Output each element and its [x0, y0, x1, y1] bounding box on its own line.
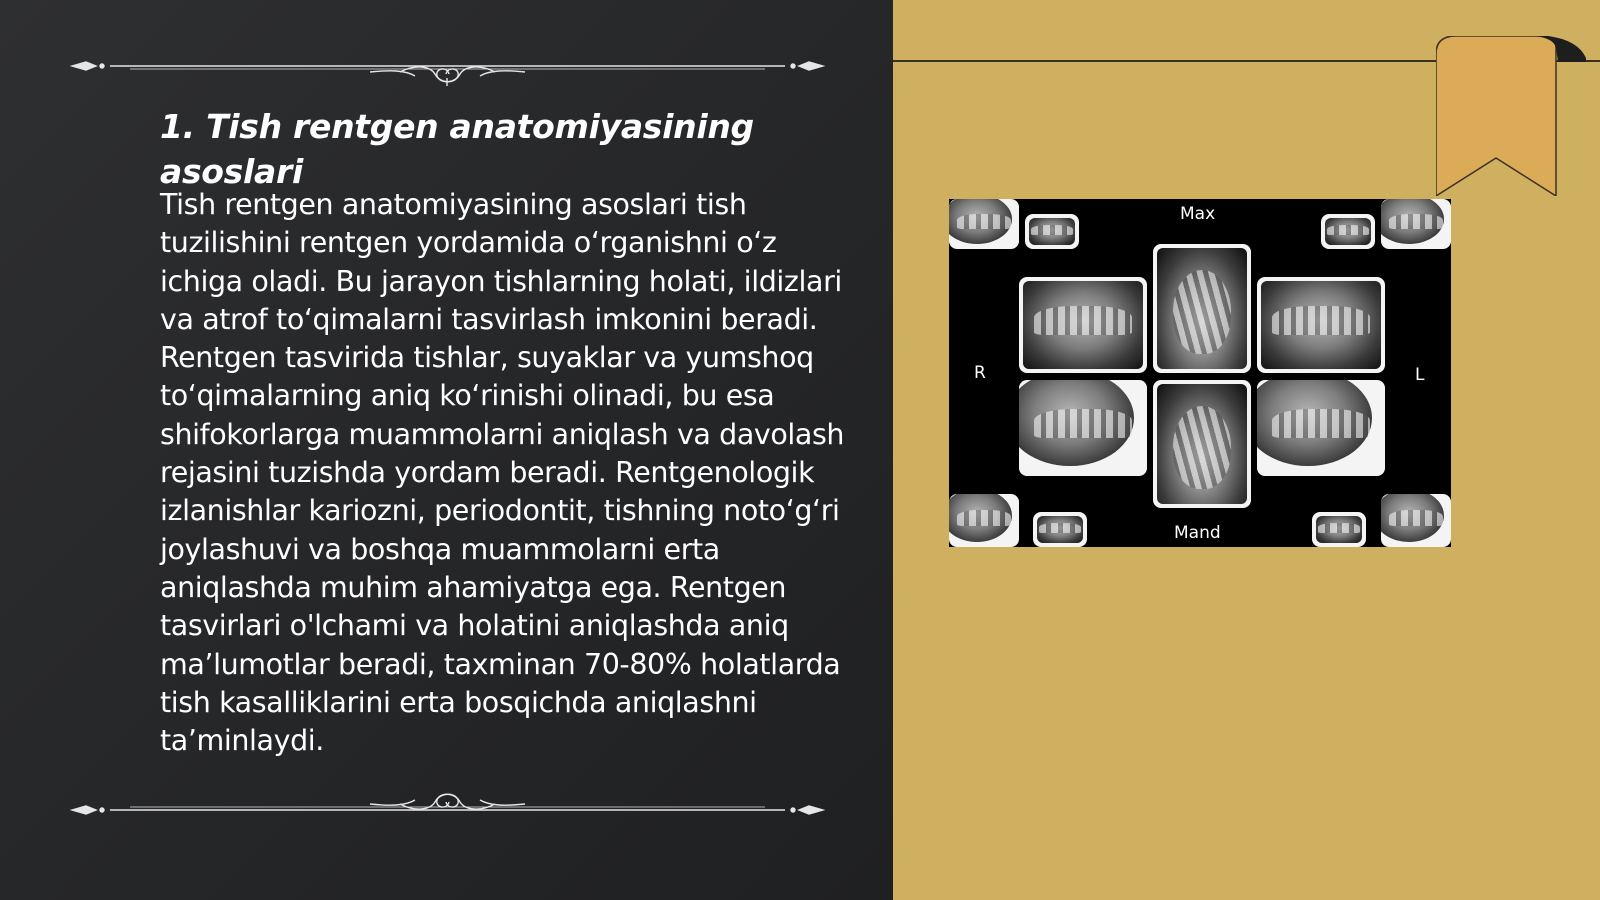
xray-tile [1019, 380, 1147, 476]
slide-body-text: Tish rentgen anatomiyasining asoslari tish tuzilishini rentgen yordamida o‘rganishni o‘z ichiga oladi. Bu jarayon tishlarning holati, ildizlari va atrof to‘qimalarni tasvirlash imkonini beradi. Rentgen tasvirida tishlar, suyaklar va yumshoq to‘qimalarning aniq ko‘rinishi olinadi, bu esa shifokorlarga muammolarni aniqlash va davolash rejasini tuzishda yordam beradi. Rentgenologik izlanishlar kariozni, periodontit, tishning noto‘g‘ri joylashuvi va boshqa muammolarni erta aniqlashda muhim ahamiyatga ega. Rentgen tasvirlari o'lchami va holatini aniqlashda aniq ma’lumotlar beradi, taxminan 70-80% holatlarda tish kasalliklarini erta bosqichda aniqlashni ta’minlaydi. [160, 188, 845, 758]
xray-label-left: L [1415, 365, 1425, 385]
slide-title: 1. Tish rentgen anatomiyasining asoslari [160, 107, 754, 191]
xray-label-mand: Mand [1174, 523, 1221, 543]
xray-tile [949, 494, 1019, 547]
xray-tile [1153, 380, 1251, 508]
top-ornament-divider-icon [70, 46, 825, 86]
xray-tile [1257, 277, 1385, 373]
bottom-ornament-divider-icon [70, 790, 825, 830]
xray-tile [1257, 380, 1385, 476]
xray-tile [1321, 214, 1375, 249]
xray-tile [1025, 214, 1079, 249]
xray-tile [1381, 494, 1451, 547]
xray-tile [949, 199, 1019, 249]
xray-label-max: Max [1180, 204, 1216, 224]
xray-tile [1381, 199, 1451, 249]
xray-tile [1019, 277, 1147, 373]
ribbon-bookmark-icon [1436, 36, 1586, 196]
xray-tile [1153, 244, 1251, 373]
dental-xray-figure [949, 199, 1451, 547]
xray-tile [1312, 512, 1366, 547]
xray-label-right: R [974, 363, 986, 383]
xray-tile [1033, 512, 1087, 547]
